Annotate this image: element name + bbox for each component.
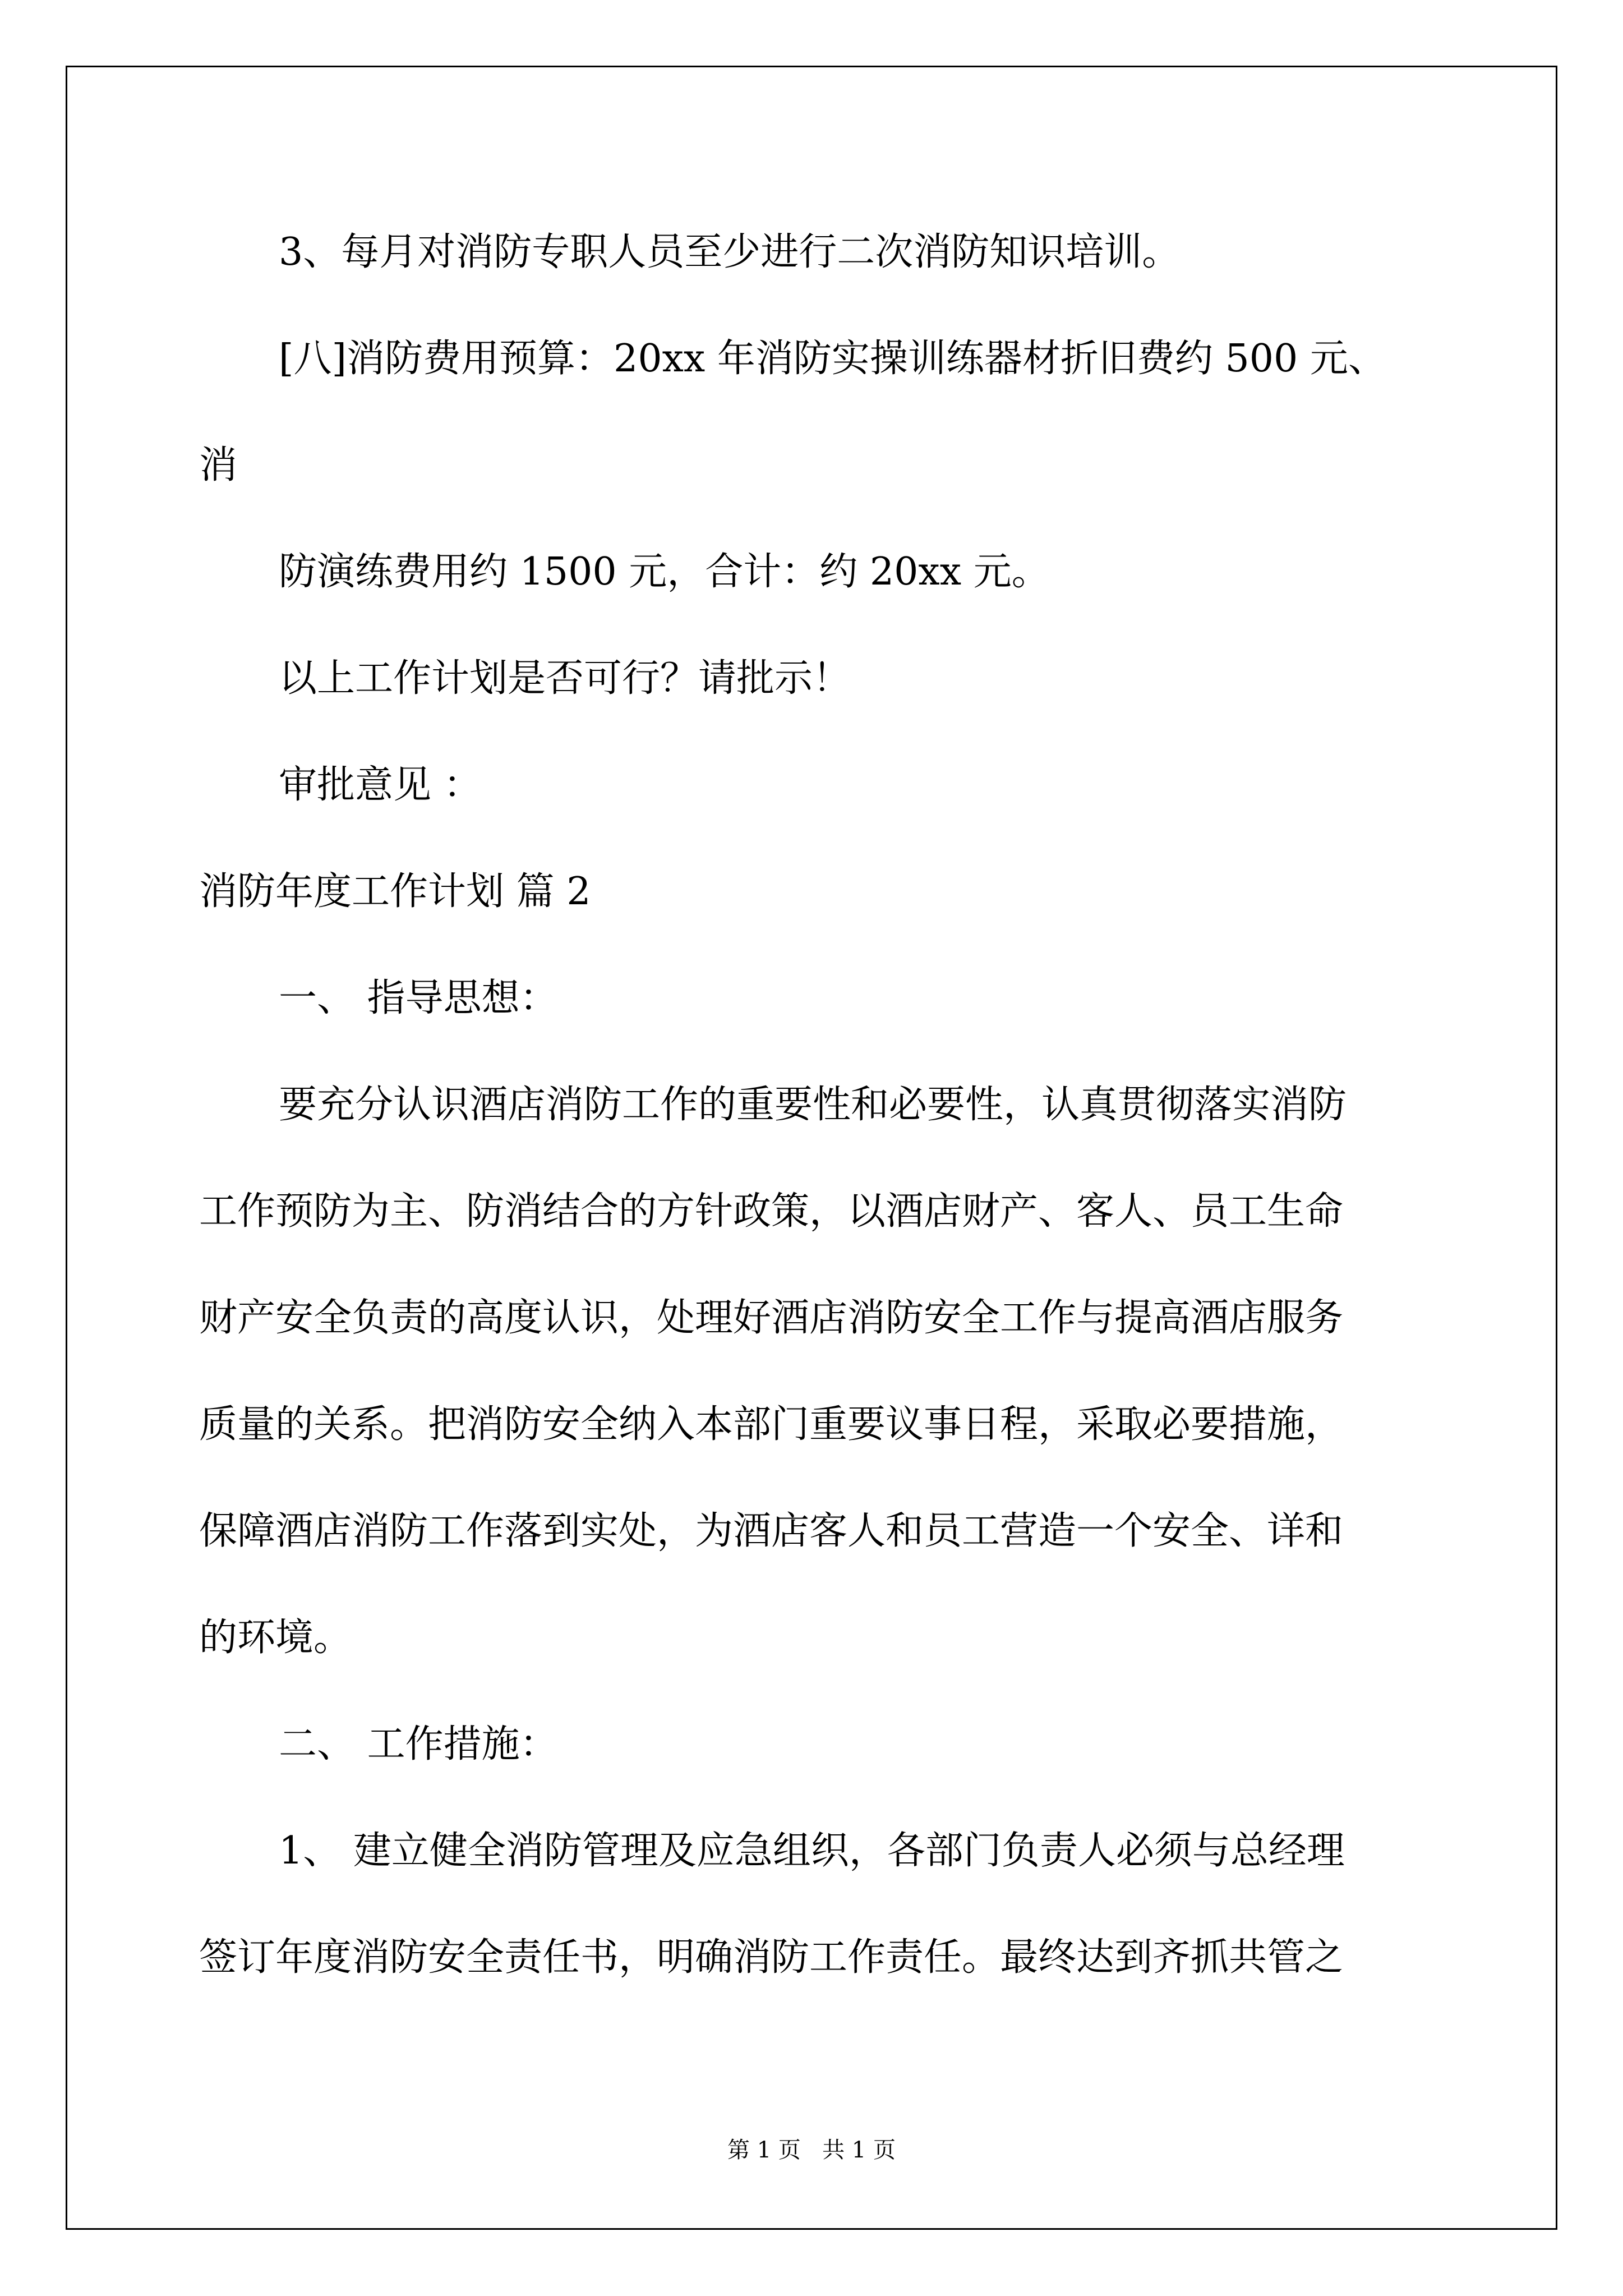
text-line: 3、每月对消防专职人员至少进行二次消防知识培训。 bbox=[279, 230, 1181, 274]
page-footer: 第 1 页 共 1 页 bbox=[727, 2137, 896, 2163]
page-border bbox=[66, 66, 1557, 2230]
text-line: 以上工作计划是否可行？请批示！ bbox=[279, 656, 851, 701]
section-heading: 消防年度工作计划 篇 2 bbox=[199, 869, 591, 914]
text-line: 的环境。 bbox=[199, 1616, 352, 1660]
text-line: 签订年度消防安全责任书，明确消防工作责任。最终达到齐抓共管之 bbox=[199, 1935, 1344, 1980]
text-line: 审批意见 ： bbox=[279, 763, 482, 807]
text-line: 消 bbox=[199, 443, 238, 487]
text-line: 工作预防为主、防消结合的方针政策，以酒店财产、客人、员工生命 bbox=[199, 1189, 1344, 1234]
text-line: 财产安全负责的高度认识，处理好酒店消防安全工作与提高酒店服务 bbox=[199, 1296, 1344, 1340]
text-line: [八]消防费用预算：20xx 年消防实操训练器材折旧费约 500 元、 bbox=[279, 337, 1386, 381]
text-line: 保障酒店消防工作落到实处，为酒店客人和员工营造一个安全、详和 bbox=[199, 1509, 1344, 1553]
text-line: 防演练费用约 1500 元，合计：约 20xx 元。 bbox=[279, 550, 1050, 594]
text-line: 要充分认识酒店消防工作的重要性和必要性，认真贯彻落实消防 bbox=[279, 1083, 1347, 1127]
text-line: 二、 工作措施： bbox=[279, 1722, 558, 1766]
text-line: 质量的关系。把消防安全纳入本部门重要议事日程，采取必要措施， bbox=[199, 1402, 1344, 1447]
text-line: 一、 指导思想： bbox=[279, 976, 558, 1020]
text-line: 1、 建立健全消防管理及应急组织，各部门负责人必须与总经理 bbox=[279, 1829, 1345, 1873]
